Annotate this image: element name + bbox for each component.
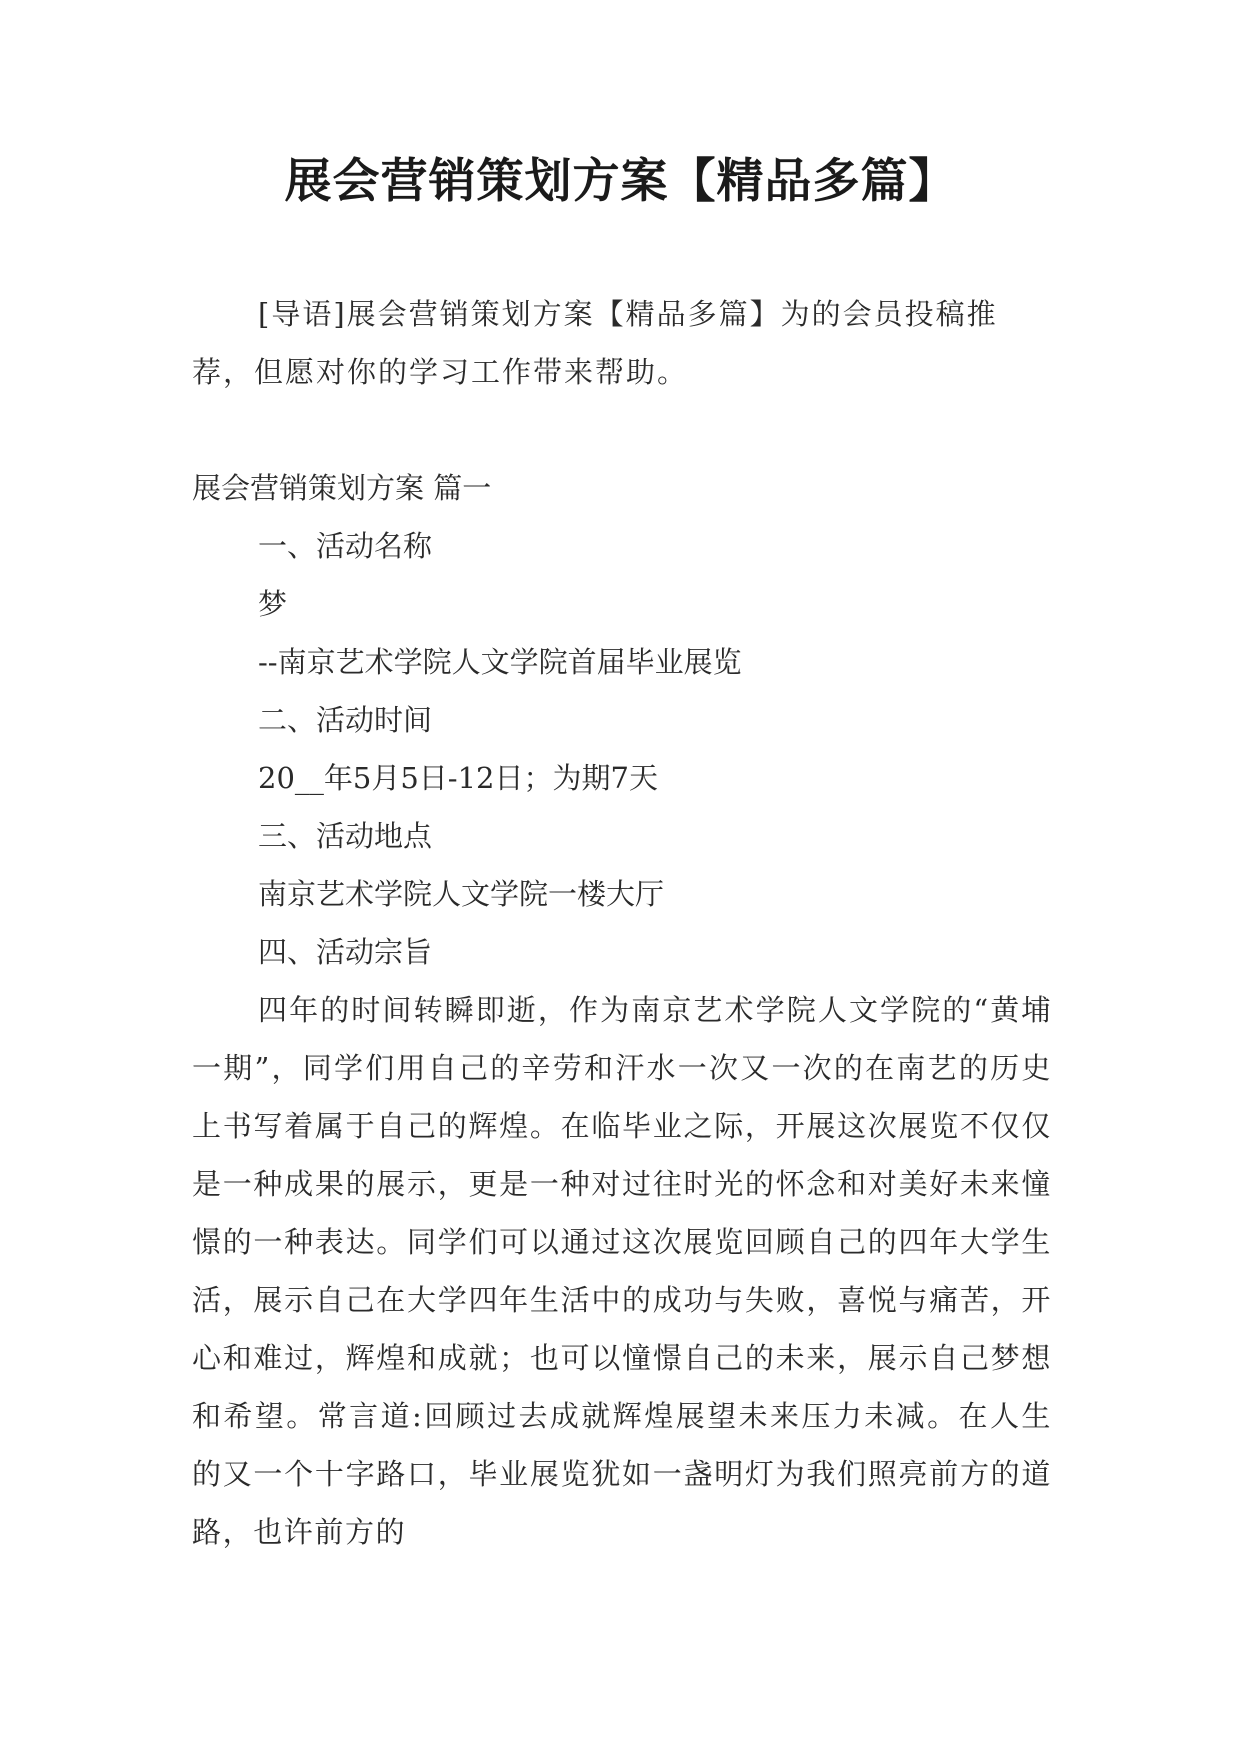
section-heading: 展会营销策划方案 篇一	[192, 471, 492, 505]
intro-paragraph: [导语]展会营销策划方案【精品多篇】为的会员投稿推荐，但愿对你的学习工作带来帮助。	[192, 297, 998, 389]
purpose-paragraph: 四年的时间转瞬即逝，作为南京艺术学院人文学院的“黄埔一期”，同学们用自己的辛劳和汗水一次又一次的在南艺的历史上书写着属于自己的辉煌。在临毕业之际，开展这次展览不仅仅是一种成果的展示，更是一种对过往时光的怀念和对美好未来憧憬的一种表达。同学们可以通过这次展览回顾自己的四年大学生活，展示自己在大学四年生活中的成功与失败，喜悦与痛苦，开心和难过，辉煌和成就；也可以憧憬自己的未来，展示自己梦想和希望。常言道:回顾过去成就辉煌展望未来压力未减。在人生的又一个十字路口，毕业展览犹如一盏明灯为我们照亮前方的道路，也许前方的	[192, 993, 1052, 1549]
heading-activity-name: 一、活动名称	[258, 529, 433, 563]
activity-name-value: 梦	[258, 587, 288, 621]
activity-time-value: 20__年5月5日-12日；为期7天	[258, 761, 658, 795]
document-title: 展会营销策划方案【精品多篇】	[284, 154, 957, 209]
section-one	[192, 459, 1052, 1561]
heading-activity-time: 二、活动时间	[258, 703, 433, 737]
heading-activity-purpose: 四、活动宗旨	[258, 935, 433, 969]
activity-location-value: 南京艺术学院人文学院一楼大厅	[258, 877, 665, 911]
heading-activity-location: 三、活动地点	[258, 819, 433, 853]
activity-name-subtitle: --南京艺术学院人文学院首届毕业展览	[258, 645, 742, 679]
